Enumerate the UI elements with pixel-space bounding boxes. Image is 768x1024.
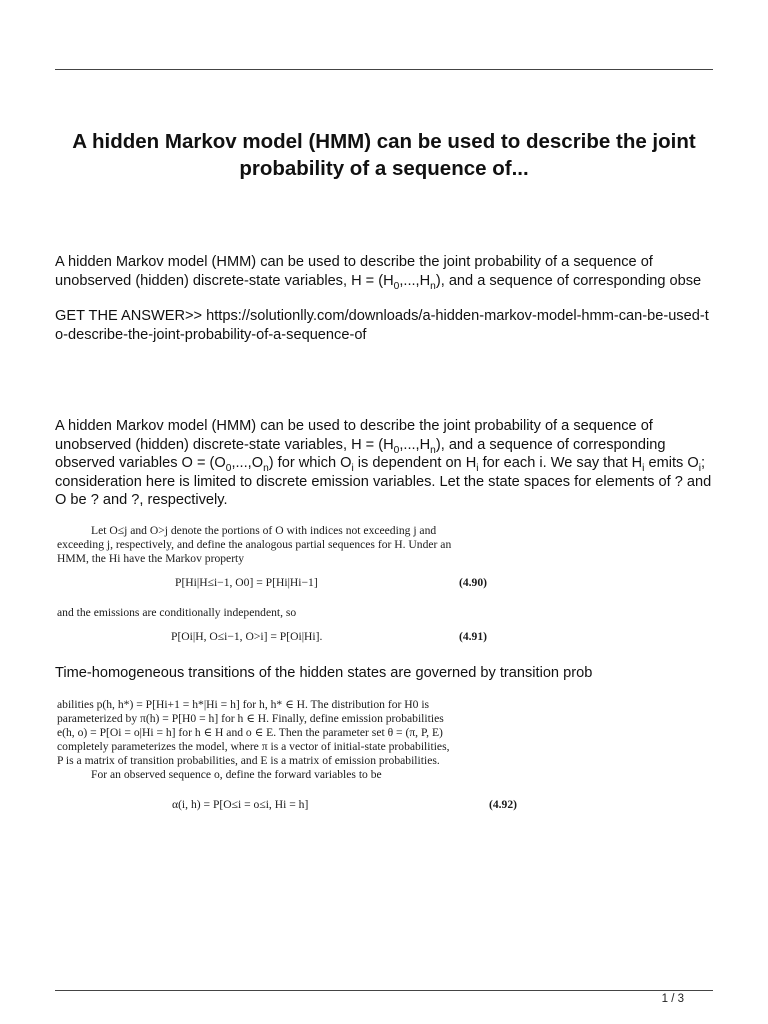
equation-expression: P[Hi|H≤i−1, O0] = P[Hi|Hi−1] <box>175 576 318 589</box>
get-answer-label: GET THE ANSWER>> <box>55 308 203 324</box>
intro-paragraph: A hidden Markov model (HMM) can be used to describe the joint probability of a sequence of unobserved (hidden) discrete-state variables, $H = (H_0,...,H_n)$, and a sequence of corresponding obse <box>55 254 702 292</box>
get-answer-line <box>55 307 715 344</box>
top-rule <box>55 69 713 70</box>
answer-link[interactable]: https://solutionlly.com/downloads/a-hidden-markov-model-hmm-can-be-used-to-describe-the-joint-probability-of-a-sequence-of <box>55 308 709 343</box>
scan2-line: e(h, o) = P[Oi = o|Hi = h] for h ∈ H and o ∈ E. Then the parameter set θ = (π, P, E) <box>57 726 443 739</box>
equation-4-92 <box>57 796 517 818</box>
bottom-rule <box>55 990 713 991</box>
scan2-line: parameterized by π(h) = P[H0 = h] for h ∈ H. Finally, define emission probabilities <box>57 712 444 725</box>
scan2-line: abilities p(h, h*) = P[Hi+1 = h*|Hi = h] for h, h* ∈ H. The distribution for H0 is <box>57 698 430 711</box>
scan2-line: P is a matrix of transition probabilities, and E is a matrix of emission probabilities. <box>57 754 440 767</box>
scan1-line: Let O≤j and O>j denote the portions of O with indices not exceeding j and <box>91 524 437 537</box>
scanned-excerpt-2 <box>57 698 517 828</box>
scan1-line: exceeding j, respectively, and define the analogous partial sequences for H. Under an <box>57 538 452 551</box>
scan1-line: HMM, the Hi have the Markov property <box>57 552 245 565</box>
equation-4-90 <box>57 574 487 596</box>
scanned-excerpt-1 <box>57 524 487 660</box>
scan2-line: For an observed sequence o, define the forward variables to be <box>91 768 382 781</box>
equation-number: (4.91) <box>458 630 487 643</box>
equation-expression: P[Oi|H, O≤i−1, O>i] = P[Oi|Hi]. <box>171 630 323 643</box>
body-paragraph: A hidden Markov model (HMM) can be used to describe the joint probability of a sequence of unobserved (hidden) discrete-state variables, $H = (H_0,...,H_n)$, and a sequence of corresponding observed variables $O = (O_0,...,O_n)$ for which $O_i$ is dependent on $H_i$ for each i. We say that $H_i$ emits $O_i$; consideration here is limited to discrete emission variables. Let the state spaces for elements of ? and O be ? and ?, respectively. <box>55 418 712 508</box>
scan1-line: and the emissions are conditionally independent, so <box>57 606 297 619</box>
scan2-line: completely parameterizes the model, where π is a vector of initial-state probabilities, <box>57 740 450 753</box>
transition-text: Time-homogeneous transitions of the hidden states are governed by transition prob <box>55 665 593 681</box>
equation-4-91 <box>57 628 487 650</box>
equation-number: (4.92) <box>488 798 517 811</box>
equation-expression: α(i, h) = P[O≤i = o≤i, Hi = h] <box>172 798 309 811</box>
document-title: A hidden Markov model (HMM) can be used to describe the joint probability of a sequence of... <box>72 130 696 180</box>
page-number: 1 / 3 <box>661 993 684 1005</box>
equation-number: (4.90) <box>458 576 487 589</box>
